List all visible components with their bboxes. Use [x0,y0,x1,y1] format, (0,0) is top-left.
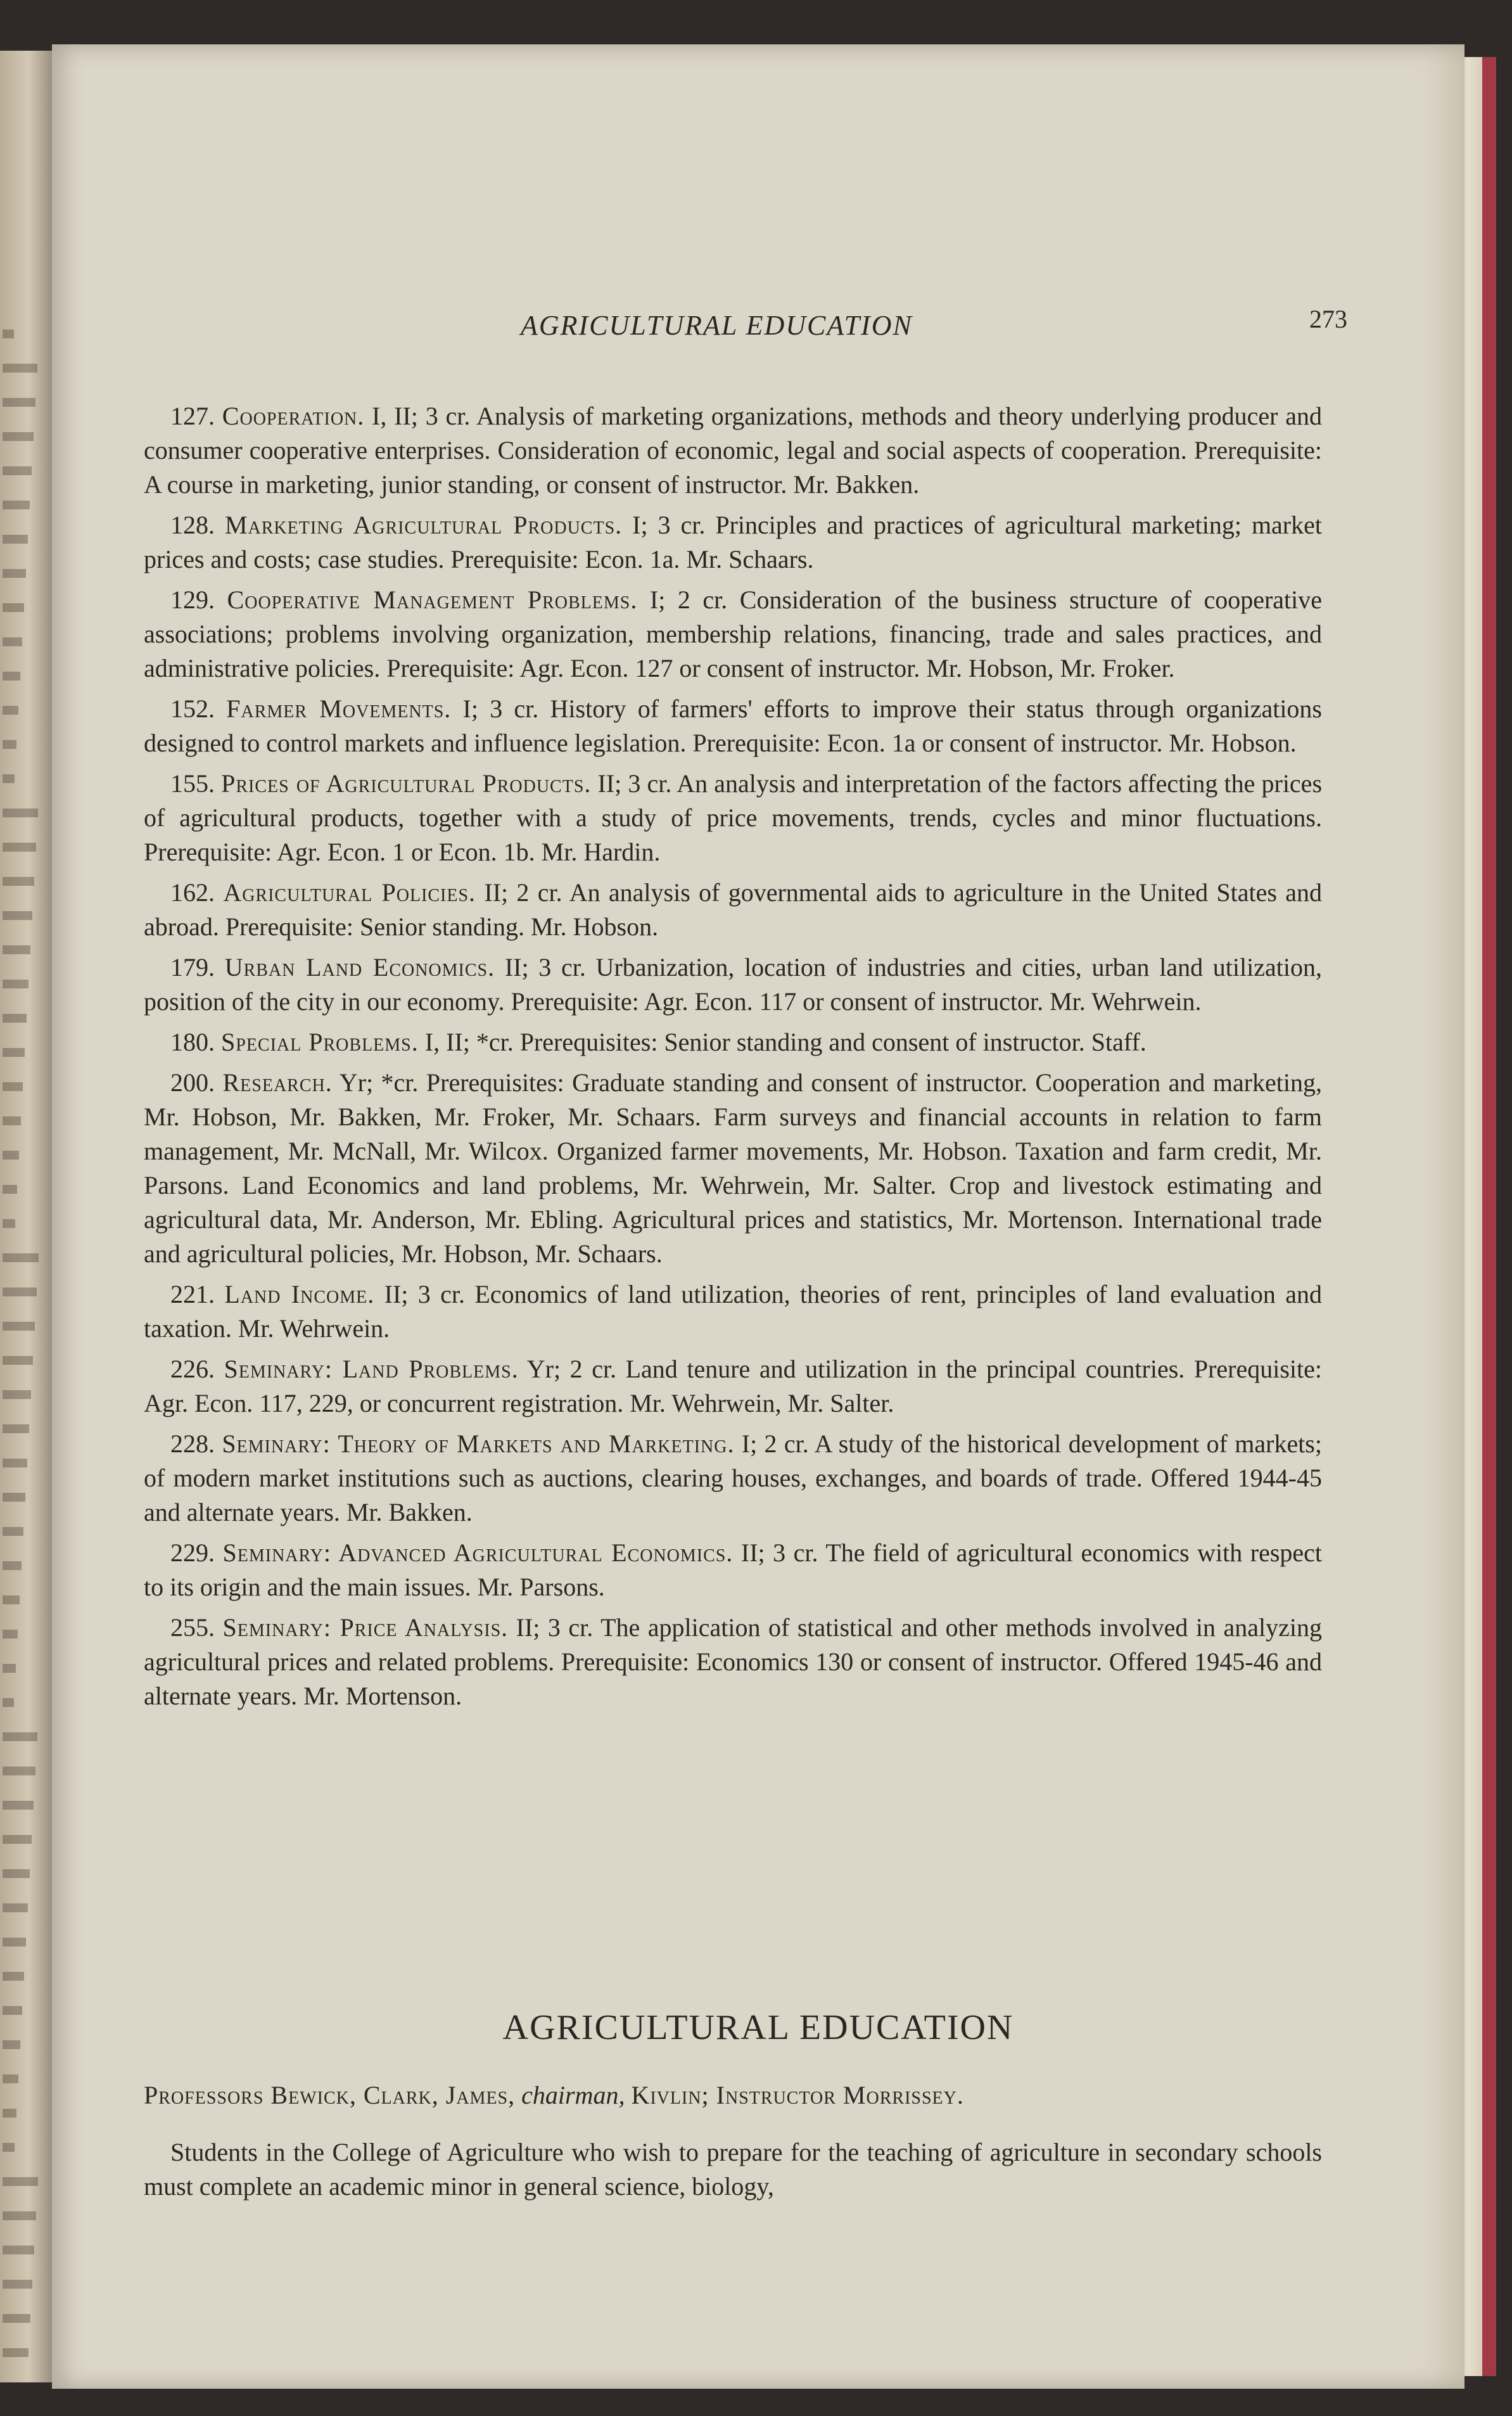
facing-page-text-fragment [3,1459,27,1467]
course-description: I; 2 cr. A study of the historical development of markets; of modern market institutions such as auctions, clearing houses, exchanges, and boards of trade. Offered 1944-45 and alternate years. Mr. Bakken. [144,1429,1322,1526]
facing-page-text-fragment [3,2246,34,2254]
course-title: Seminary: Advanced Agricultural Economics. [222,1538,734,1567]
course-entry [144,767,1322,869]
course-entry [144,399,1322,502]
course-description: II; 3 cr. Economics of land utilization, theories of rent, principles of land evaluation and taxation. Mr. Wehrwein. [144,1280,1322,1343]
facing-page-text-fragment [3,1493,25,1502]
course-number: 152. [170,694,215,723]
course-description: I; 3 cr. Principles and practices of agricultural marketing; market prices and costs; case studies. Prerequisite: Econ. 1a. Mr. Schaars. [144,511,1322,573]
facing-page-text-fragment [3,1322,35,1331]
course-list [144,399,1322,1720]
course-title: Prices of Agricultural Products. [221,769,592,798]
page-number: 273 [1309,305,1347,333]
intro-paragraph: Students in the College of Agriculture who wish to prepare for the teaching of agriculture in secondary schools must complete an academic minor in general science, biology, [144,2138,1322,2201]
course-number: 255. [170,1613,215,1642]
course-description: II; 3 cr. Urbanization, location of industries and cities, urban land utilization, position of the city in our economy. Prerequisite: Agr. Econ. 117 or consent of instructor. Mr. Wehrwein. [144,953,1322,1016]
facing-page-text-fragment [3,1938,26,1946]
course-number: 228. [170,1429,215,1458]
faculty-rest: Kivlin; Instructor Morrissey. [631,2081,964,2109]
facing-page-text-fragment [3,637,22,646]
course-title: Seminary: Theory of Markets and Marketing. [222,1429,735,1458]
facing-page-text-fragment [3,911,32,920]
facing-page-text-fragment [3,1869,30,1878]
course-entry [144,1277,1322,1346]
course-number: 127. [170,402,215,430]
course-title: Research. [222,1068,333,1097]
facing-page-text-fragment [3,706,18,715]
course-entry [144,508,1322,577]
facing-page-text-fragment [3,2109,16,2118]
facing-page-text-fragment [3,1288,37,1296]
course-entry [144,1066,1322,1271]
facing-page-text-fragment [3,2348,29,2357]
course-title: Land Income. [224,1280,375,1308]
course-entry [144,692,1322,760]
course-entry [144,583,1322,686]
course-entry [144,876,1322,944]
course-title: Farmer Movements. [226,694,452,723]
course-number: 226. [170,1355,215,1383]
facing-page-text-fragment [3,843,36,852]
course-entry [144,1025,1322,1059]
facing-page-text-fragment [3,1664,16,1673]
facing-page-text-fragment [3,877,34,886]
facing-page-text-fragment [3,569,26,578]
facing-page-text-fragment [3,740,16,749]
facing-page-text-fragment [3,1972,24,1981]
course-number: 180. [170,1028,215,1056]
course-number: 129. [170,585,215,614]
facing-page-text-fragment [3,2280,32,2289]
course-description: Yr; *cr. Prerequisites: Graduate standing and consent of instructor. Cooperation and marketing, Mr. Hobson, Mr. Bakken, Mr. Froker, Mr. Schaars. Farm surveys and financial accounts in relation to farm management, Mr. McNall, Mr. Wilcox. Organized farmer movements, Mr. Hobson. Taxation and farm credit, Mr. Parsons. Land Economics and land problems, Mr. Wehrwein, Mr. Salter. Crop and livestock estimating and agricultural data, Mr. Anderson, Mr. Ebling. Agricultural prices and statistics, Mr. Mortenson. International trade and agricultural policies, Mr. Hobson, Mr. Schaars. [144,1068,1323,1268]
course-description: II; 3 cr. The field of agricultural economics with respect to its origin and the main issues. Mr. Parsons. [144,1538,1323,1601]
facing-page-text-fragment [3,1424,29,1433]
course-number: 155. [170,769,215,798]
course-title: Agricultural Policies. [223,878,476,907]
facing-page-text-fragment [3,2074,18,2083]
facing-page-text-fragment [3,1116,21,1125]
facing-page-text-fragment [3,1390,31,1399]
facing-page-text-fragment [3,1801,34,1810]
course-description: I, II; 3 cr. Analysis of marketing organizations, methods and theory underlying producer and consumer cooperative enterprises. Consideration of economic, legal and social aspects of cooperation. Prerequisite: A course in marketing, junior standing, or consent of instructor. Mr. Bakken. [144,402,1322,499]
facing-page-text-fragment [3,1356,33,1365]
facing-page-text-fragment [3,1253,39,1262]
facing-page-text-fragment [3,1082,23,1091]
course-description: I; 2 cr. Consideration of the business structure of cooperative associations; problems involving organization, membership relations, financing, trade and sales practices, and administrative policies. Prerequisite: Agr. Econ. 127 or consent of instructor. Mr. Hobson, Mr. Froker. [144,585,1323,682]
course-title: Marketing Agricultural Products. [224,511,623,539]
course-entry [144,1536,1322,1604]
course-number: 221. [170,1280,215,1308]
facing-page-text-fragment [3,1185,17,1194]
course-entry [144,1611,1322,1713]
facing-page-text-fragment [3,1048,25,1057]
course-description: II; 2 cr. An analysis of governmental aids to agriculture in the United States and abroad. Prerequisite: Senior standing. Mr. Hobson. [144,878,1323,941]
course-title: Cooperative Management Problems. [227,585,638,614]
facing-page-text-fragment [3,535,28,544]
course-number: 179. [170,953,215,981]
course-number: 128. [170,511,215,539]
facing-page-text-fragment [3,980,29,988]
course-title: Seminary: Land Problems. [224,1355,519,1383]
facing-page-text-fragment [3,1732,37,1741]
facing-page-text-fragment [3,1595,20,1604]
section-heading: AGRICULTURAL EDUCATION [502,2008,1014,2047]
course-title: Seminary: Price Analysis. [222,1613,509,1642]
facing-page-text-fragment [3,1014,27,1023]
facing-page-text-fragment [3,432,34,441]
facing-page-text-fragment [3,1698,14,1707]
facing-page-text-fragment [3,1527,23,1536]
faculty-line [144,2078,1322,2112]
course-description: I; 3 cr. History of farmers' efforts to improve their status through organizations designed to control markets and influence legislation. Prerequisite: Econ. 1a or consent of instructor. Mr. Hobson. [144,694,1322,757]
facing-page-text-fragment [3,1219,15,1228]
facing-page-text-fragment [3,329,14,338]
facing-page-text-fragment [3,774,15,783]
course-entry [144,1352,1322,1421]
facing-page-text-fragment [3,2314,30,2323]
facing-page-text-fragment [3,1630,18,1639]
course-title: Special Problems. [221,1028,419,1056]
facing-page-edge [0,51,52,2382]
course-title: Urban Land Economics. [224,953,495,981]
course-entry [144,1427,1322,1530]
course-description: II; 3 cr. The application of statistical and other methods involved in analyzing agricultural prices and related problems. Prerequisite: Economics 130 or consent of instructor. Offered 1945-46 and alternate years. Mr. Mortenson. [144,1613,1323,1710]
course-number: 162. [170,878,215,907]
facing-page-text-fragment [3,603,24,612]
course-description: I, II; *cr. Prerequisites: Senior standing and consent of instructor. Staff. [418,1028,1147,1056]
course-entry [144,950,1322,1019]
facing-page-text-fragment [3,1767,35,1775]
course-title: Cooperation. [222,402,365,430]
facing-page-text-fragment [3,2006,22,2015]
facing-page-text-fragment [3,2143,15,2152]
course-description: II; 3 cr. An analysis and interpretation of the factors affecting the prices of agricultural products, together with a study of price movements, trends, cycles and minor fluctuations. Prerequisite: Agr. Econ. 1 or Econ. 1b. Mr. Hardin. [144,769,1323,866]
facing-page-text-fragment [3,1835,32,1844]
facing-page-text-fragment [3,466,32,475]
faculty-professors: Professors Bewick, Clark, James, [144,2081,516,2109]
running-head: AGRICULTURAL EDUCATION [521,310,913,341]
facing-page-text-fragment [3,2040,20,2049]
facing-page-text-fragment [3,1151,19,1160]
book-page [52,44,1464,2389]
course-description: Yr; 2 cr. Land tenure and utilization in the principal countries. Prerequisite: Agr. Econ. 117, 229, or concurrent registration. Mr. Wehrwein, Mr. Salter. [144,1355,1322,1417]
course-number: 229. [170,1538,215,1567]
facing-page-text-fragment [3,672,20,681]
facing-page-text-fragment [3,364,37,373]
facing-page-text-fragment [3,1561,22,1570]
facing-page-text-fragment [3,398,35,407]
facing-page-text-fragment [3,2211,36,2220]
facing-page-text-fragment [3,1903,28,1912]
book-cover-edge [1482,57,1496,2376]
facing-page-text-fragment [3,501,30,509]
course-number: 200. [170,1068,215,1097]
facing-page-text-fragment [3,945,30,954]
facing-page-text-fragment [3,2177,38,2186]
facing-page-text-fragment [3,809,38,817]
faculty-chair-note: chairman, [521,2081,625,2109]
